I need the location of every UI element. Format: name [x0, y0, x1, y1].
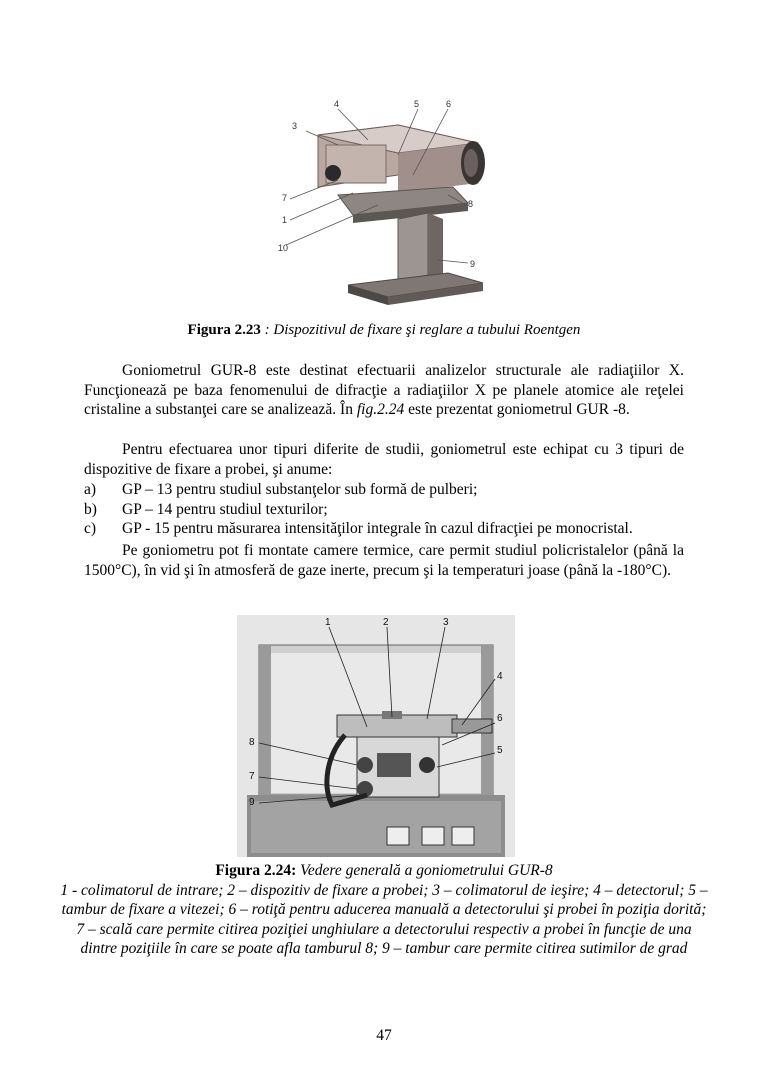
figure2-callout: 6: [497, 713, 503, 724]
figure1-caption-text: Dispozitivul de fixare şi reglare a tubului Roentgen: [273, 322, 581, 338]
paragraph-text: este prezentat goniometrul GUR -8.: [404, 401, 630, 418]
list-item-text: GP – 13 pentru studiul substanţelor sub formă de pulberi;: [122, 481, 478, 498]
figure2-callout: 3: [443, 617, 449, 628]
goniometer-gur8-figure: [237, 615, 515, 857]
fixture-list: [84, 480, 684, 539]
figure1-callout: 3: [292, 121, 298, 131]
list-item: [84, 480, 684, 500]
figure1-callout: 10: [278, 243, 289, 253]
list-marker: b): [84, 500, 97, 518]
list-item: [84, 500, 684, 520]
list-marker: a): [84, 481, 97, 498]
figure1-separator: :: [260, 322, 274, 338]
figure1-callout: 6: [446, 99, 452, 109]
figure2-label: Figura 2.24:: [215, 862, 297, 879]
figure2-callout: 7: [249, 771, 255, 782]
paragraph-text: Goniometrul GUR-8 este destinat efectuarii analizelor structurale ale radiaţiilor X. Funcţionează pe baza fenomenului de difracţie a radiaţiilor X pe planele atomice ale reţelei cristaline a substanţei care se analizează. În: [84, 362, 684, 418]
figure1-callout: 4: [334, 99, 340, 109]
paragraph-thermal-chambers: Pe goniometru pot fi montate camere termice, care permit studiul policristalelor (până la 1500°C), în vid şi în atmosferă de gaze inerte, precum şi la temperaturi joase (până la -180°C).: [84, 542, 684, 579]
list-item: [84, 519, 684, 539]
page-number: 47: [376, 1027, 392, 1044]
figure-reference: fig.2.24: [356, 401, 405, 418]
figure2-callout: 8: [249, 737, 255, 748]
figure1-label: Figura 2.23: [187, 322, 261, 338]
list-item-text: GP – 14 pentru studiul texturilor;: [122, 500, 328, 518]
x-ray-tube-mount-figure: [278, 95, 500, 310]
figure2-caption: [60, 861, 708, 959]
list-marker: c): [84, 520, 97, 537]
figure1-callout: 8: [468, 199, 474, 209]
figure1-callout: 5: [414, 99, 420, 109]
figure2-callout: 2: [383, 617, 389, 628]
figure2-title: [60, 861, 708, 881]
figure2-legend: 1 - colimatorul de intrare; 2 – dispozitiv de fixare a probei; 3 – colimatorul de ieşire; 4 – detectorul; 5 – tambur de fixare a vitezei; 6 – rotiţă pentru aducerea manuală a detectorului şi probei în poziţia dorită; 7 – scală care permite citirea poziţiei unghiulare a detectorului respectiv a probei în funcţie de una dintre poziţiile în care se poate afla tamburul 8; 9 – tambur care permite citirea sutimilor de grad: [60, 881, 708, 957]
figure1-callout: 7: [282, 193, 288, 203]
figure1-callout: 1: [282, 215, 288, 225]
figure2-title-text: Vedere generală a goniometrului GUR-8: [296, 862, 553, 879]
figure2-callout: 1: [325, 617, 331, 628]
paragraph-fixtures: Pentru efectuarea unor tipuri diferite de studii, goniometrul este echipat cu 3 tipuri de dispozitive de fixare a probei, şi anume:: [84, 441, 684, 478]
figure1-caption: [0, 322, 768, 339]
list-item-text: GP - 15 pentru măsurarea intensităţilor integrale în cazul difracţiei pe monocristal.: [122, 520, 633, 537]
figure2-callout: 9: [249, 797, 255, 808]
figure2-callout: 4: [497, 671, 503, 682]
paragraph-goniometer-intro: [84, 361, 684, 420]
figure2-callout: 5: [497, 745, 503, 756]
figure1-callout: 9: [470, 259, 476, 269]
